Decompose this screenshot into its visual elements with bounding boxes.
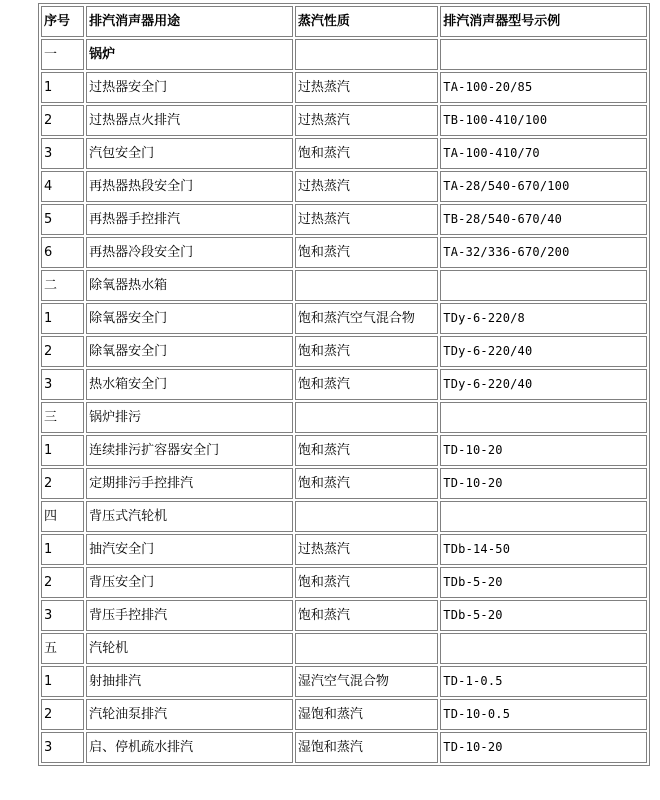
cell-usage: 锅炉排污: [86, 402, 293, 433]
cell-model-example: TB-28/540-670/40: [440, 204, 647, 235]
cell-usage: 过热器点火排汽: [86, 105, 293, 136]
table-section-row: [41, 633, 647, 664]
cell-usage: 汽轮油泵排汽: [86, 699, 293, 730]
cell-usage: 汽包安全门: [86, 138, 293, 169]
header-cell-model-example: 排汽消声器型号示例: [440, 6, 647, 37]
cell-model-example: [440, 633, 647, 664]
cell-usage: 背压安全门: [86, 567, 293, 598]
cell-model-example: TA-32/336-670/200: [440, 237, 647, 268]
cell-model-example: TB-100-410/100: [440, 105, 647, 136]
cell-index: 3: [41, 138, 84, 169]
cell-index: 3: [41, 732, 84, 763]
cell-index: 2: [41, 336, 84, 367]
cell-usage: 连续排污扩容器安全门: [86, 435, 293, 466]
table-section-row: [41, 270, 647, 301]
cell-model-example: TDb-5-20: [440, 600, 647, 631]
cell-usage: 再热器手控排汽: [86, 204, 293, 235]
table-section-row: [41, 501, 647, 532]
cell-steam-type: [295, 270, 438, 301]
cell-model-example: TA-100-410/70: [440, 138, 647, 169]
table-header-row: [41, 6, 647, 37]
cell-model-example: TD-10-20: [440, 435, 647, 466]
cell-steam-type: 饱和蒸汽: [295, 600, 438, 631]
cell-model-example: [440, 501, 647, 532]
cell-model-example: TD-1-0.5: [440, 666, 647, 697]
header-cell-steam-type: 蒸汽性质: [295, 6, 438, 37]
table-row: [41, 534, 647, 565]
header-cell-index: 序号: [41, 6, 84, 37]
cell-model-example: [440, 270, 647, 301]
cell-index: 1: [41, 435, 84, 466]
table-row: [41, 699, 647, 730]
cell-usage: 再热器冷段安全门: [86, 237, 293, 268]
cell-steam-type: 湿汽空气混合物: [295, 666, 438, 697]
cell-index: 四: [41, 501, 84, 532]
table-row: [41, 105, 647, 136]
cell-steam-type: 过热蒸汽: [295, 204, 438, 235]
cell-index: 1: [41, 303, 84, 334]
cell-index: 二: [41, 270, 84, 301]
table-row: [41, 72, 647, 103]
cell-model-example: [440, 39, 647, 70]
cell-usage: 锅炉: [86, 39, 293, 70]
cell-usage: 热水箱安全门: [86, 369, 293, 400]
cell-index: 1: [41, 72, 84, 103]
table-section-row: [41, 402, 647, 433]
cell-model-example: TD-10-20: [440, 468, 647, 499]
cell-usage: 定期排污手控排汽: [86, 468, 293, 499]
cell-index: 2: [41, 699, 84, 730]
table-row: [41, 138, 647, 169]
header-cell-usage: 排汽消声器用途: [86, 6, 293, 37]
cell-steam-type: 饱和蒸汽: [295, 237, 438, 268]
cell-index: 2: [41, 468, 84, 499]
cell-index: 1: [41, 534, 84, 565]
cell-steam-type: 饱和蒸汽: [295, 435, 438, 466]
cell-model-example: TA-100-20/85: [440, 72, 647, 103]
document-table-wrapper: [38, 3, 650, 766]
table-row: [41, 600, 647, 631]
cell-usage: 过热器安全门: [86, 72, 293, 103]
cell-index: 4: [41, 171, 84, 202]
table-row: [41, 435, 647, 466]
table-section-row: [41, 39, 647, 70]
cell-index: 6: [41, 237, 84, 268]
cell-model-example: TDy-6-220/40: [440, 369, 647, 400]
cell-usage: 除氧器安全门: [86, 303, 293, 334]
cell-model-example: TDy-6-220/8: [440, 303, 647, 334]
table-row: [41, 237, 647, 268]
table-row: [41, 204, 647, 235]
cell-model-example: TDy-6-220/40: [440, 336, 647, 367]
table-row: [41, 171, 647, 202]
cell-index: 三: [41, 402, 84, 433]
cell-steam-type: 饱和蒸汽: [295, 138, 438, 169]
cell-usage: 除氧器安全门: [86, 336, 293, 367]
cell-model-example: TD-10-20: [440, 732, 647, 763]
cell-usage: 背压手控排汽: [86, 600, 293, 631]
cell-usage: 抽汽安全门: [86, 534, 293, 565]
cell-model-example: TDb-14-50: [440, 534, 647, 565]
cell-steam-type: 过热蒸汽: [295, 105, 438, 136]
cell-index: 5: [41, 204, 84, 235]
cell-steam-type: 饱和蒸汽: [295, 369, 438, 400]
cell-usage: 再热器热段安全门: [86, 171, 293, 202]
cell-steam-type: 饱和蒸汽: [295, 468, 438, 499]
table-row: [41, 303, 647, 334]
cell-index: 3: [41, 369, 84, 400]
muffler-spec-table: [38, 3, 650, 766]
cell-index: 2: [41, 567, 84, 598]
table-row: [41, 666, 647, 697]
cell-index: 2: [41, 105, 84, 136]
cell-index: 五: [41, 633, 84, 664]
cell-steam-type: [295, 501, 438, 532]
table-body: [41, 6, 647, 763]
cell-steam-type: [295, 402, 438, 433]
cell-model-example: TD-10-0.5: [440, 699, 647, 730]
cell-steam-type: 过热蒸汽: [295, 72, 438, 103]
cell-index: 1: [41, 666, 84, 697]
cell-steam-type: 饱和蒸汽空气混合物: [295, 303, 438, 334]
cell-index: 3: [41, 600, 84, 631]
cell-steam-type: 饱和蒸汽: [295, 567, 438, 598]
cell-usage: 汽轮机: [86, 633, 293, 664]
cell-steam-type: 过热蒸汽: [295, 534, 438, 565]
cell-usage: 除氧器热水箱: [86, 270, 293, 301]
cell-steam-type: 过热蒸汽: [295, 171, 438, 202]
table-row: [41, 369, 647, 400]
cell-usage: 背压式汽轮机: [86, 501, 293, 532]
table-row: [41, 732, 647, 763]
table-row: [41, 468, 647, 499]
table-row: [41, 567, 647, 598]
cell-steam-type: 湿饱和蒸汽: [295, 732, 438, 763]
cell-index: 一: [41, 39, 84, 70]
cell-steam-type: 饱和蒸汽: [295, 336, 438, 367]
cell-usage: 射抽排汽: [86, 666, 293, 697]
cell-steam-type: [295, 39, 438, 70]
cell-steam-type: [295, 633, 438, 664]
cell-model-example: TDb-5-20: [440, 567, 647, 598]
cell-model-example: [440, 402, 647, 433]
table-row: [41, 336, 647, 367]
cell-usage: 启、停机疏水排汽: [86, 732, 293, 763]
cell-model-example: TA-28/540-670/100: [440, 171, 647, 202]
cell-steam-type: 湿饱和蒸汽: [295, 699, 438, 730]
